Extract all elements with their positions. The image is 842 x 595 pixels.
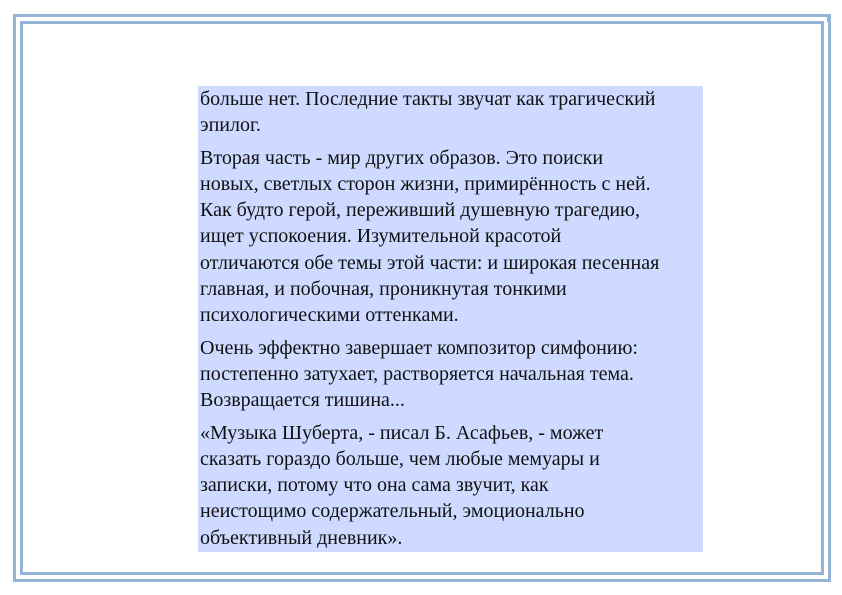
paragraph-epilogue: больше нет. Последние такты звучат как трагический эпилог. [200, 88, 656, 137]
paragraph-second-movement: Вторая часть - мир других образов. Это поиски новых, светлых сторон жизни, примирённость с ней. Как будто герой, переживший душевную трагедию, ищет успокоения. Изумительной красотой отличаются обе темы этой части: и широкая песенная главная, и побочная, проникнутая тонкими психологическими оттенками. [200, 146, 660, 327]
frame-corner-ornament [821, 12, 831, 22]
paragraph-ending: Очень эффектно завершает композитор симфонию: постепенно затухает, растворяется начальная тема. Возвращается тишина... [200, 336, 638, 412]
text-box [198, 86, 703, 552]
paragraph-asafiev-quote: «Музыка Шуберта, - писал Б. Асафьев, - может сказать гораздо больше, чем любые мемуары и записки, потому что она сама звучит, как неистощимо содержательный, эмоционально объективный дневник». [200, 421, 604, 549]
